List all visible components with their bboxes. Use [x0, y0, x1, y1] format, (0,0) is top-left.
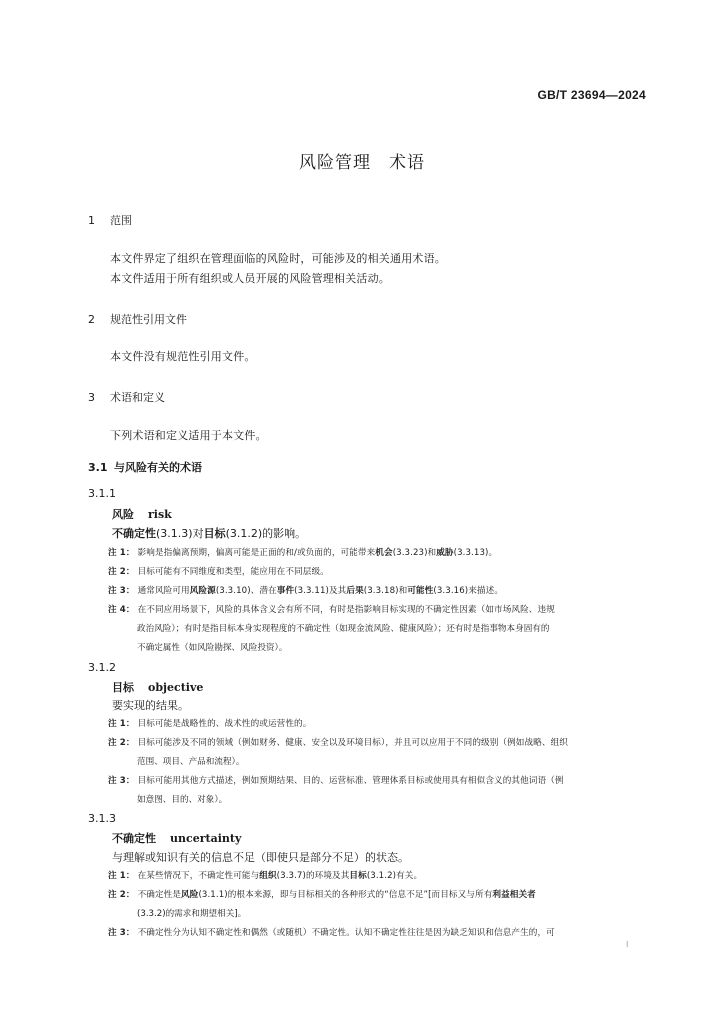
term-ref: 风险 [181, 890, 199, 900]
section-title: 与风险有关的术语 [114, 461, 202, 474]
term-ref: 威胁 [436, 548, 454, 558]
term-definition: 要实现的结果。 [112, 699, 189, 712]
section-heading-2 [88, 311, 187, 327]
note-continuation: 政治风险）；有时是指目标本身实现程度的不确定性（如现金流风险、健康风险）；还有时是指事物本身固有的 [137, 624, 550, 634]
note-continuation: 如意图、目的、对象）。 [137, 795, 228, 805]
document-title: 风险管理 术语 [299, 153, 425, 173]
note [108, 717, 311, 729]
subsection-heading [88, 459, 202, 475]
note-text: (3.3.13)。 [453, 548, 498, 558]
term-heading [112, 679, 203, 695]
term-definition [112, 525, 306, 541]
note-text: 目标可能用其他方式描述，例如预期结果、目的、运营标准、管理体系目标或使用具有相似含义的其他词语（例 [137, 776, 564, 786]
note-text: 在不同应用场景下，风险的具体含义会有所不同，有时是指影响目标实现的不确定性因素（如市场风险、违规 [137, 605, 555, 615]
term-ref: 事件 [276, 586, 295, 596]
note-text: (3.1.1)的根本来源，即与目标相关的各种形式的“信息不足”[而目标又与所有 [198, 890, 493, 900]
note-text: 在某些情况下，不确定性可能与 [137, 871, 260, 881]
section-heading-1 [88, 212, 132, 228]
note [108, 774, 564, 786]
section-title: 范围 [110, 214, 132, 227]
term-en: uncertainty [170, 832, 242, 845]
note [108, 869, 422, 881]
note-text: 不确定性是 [137, 890, 182, 900]
note-label: 注 1： [108, 871, 135, 881]
term-number: 3.1.3 [88, 812, 116, 825]
note [108, 565, 329, 577]
note-label: 注 1： [108, 719, 135, 729]
term-heading [112, 506, 172, 522]
standard-number: GB/T 23694—2024 [537, 88, 646, 102]
ref-text: (3.1.2)的影响。 [225, 527, 307, 540]
note-text: (3.3.7)的环境及其 [276, 871, 350, 881]
note-text: (3.3.11)及其 [294, 586, 347, 596]
note [108, 888, 536, 900]
term-en: objective [148, 681, 204, 694]
note-text: (3.3.23)和 [392, 548, 437, 558]
note-text: 不确定性分为认知不确定性和偶然（或随机）不确定性。认知不确定性往往是因为缺乏知识和信息产生的，可 [137, 928, 555, 938]
term-number: 3.1.1 [88, 487, 116, 500]
paragraph: 下列术语和定义适用于本文件。 [110, 429, 267, 442]
ref-text: (3.1.3)对 [156, 527, 204, 540]
note-continuation: (3.3.2)的需求和期望相关]。 [137, 909, 247, 919]
section-number: 3.1 [88, 461, 108, 474]
note [108, 603, 555, 615]
note-text: (3.3.10)、潜在 [215, 586, 277, 596]
page-number: I [626, 940, 629, 949]
term-ref: 风险源 [189, 586, 216, 596]
note-text: (3.3.16)来描述。 [433, 586, 504, 596]
section-number: 1 [88, 214, 95, 227]
note-text: 目标可能是战略性的、战术性的或运营性的。 [137, 719, 312, 729]
section-title: 规范性引用文件 [110, 313, 187, 326]
section-number: 3 [88, 391, 95, 404]
note [108, 926, 555, 938]
term-ref: 组织 [259, 871, 277, 881]
note-label: 注 3： [108, 928, 135, 938]
term-ref: 目标 [349, 871, 367, 881]
note-text: (3.3.18)和 [363, 586, 408, 596]
section-number: 2 [88, 313, 95, 326]
note-continuation: 范围、项目、产品和流程）。 [137, 757, 245, 767]
note-text: (3.1.2)有关。 [366, 871, 423, 881]
note-label: 注 2： [108, 738, 135, 748]
term-number: 3.1.2 [88, 661, 116, 674]
note-text: 目标可能涉及不同的领域（例如财务、健康、安全以及环境目标），并且可以应用于不同的级别（例如战略、组织 [137, 738, 568, 748]
term-ref: 可能性 [407, 586, 434, 596]
note-text: 通常风险可用 [137, 586, 190, 596]
section-heading-3 [88, 389, 165, 405]
note-label: 注 3： [108, 586, 135, 596]
note-text: 影响是指偏离预期，偏离可能是正面的和/或负面的，可能带来 [137, 548, 376, 558]
paragraph: 本文件界定了组织在管理面临的风险时，可能涉及的相关通用术语。 [110, 252, 446, 265]
note-text: 目标可能有不同维度和类型，能应用在不同层级。 [137, 567, 329, 577]
term-ref: 不确定性 [112, 527, 156, 540]
note-label: 注 2： [108, 567, 135, 577]
term-definition: 与理解或知识有关的信息不足（即使只是部分不足）的状态。 [112, 851, 409, 864]
section-title: 术语和定义 [110, 391, 165, 404]
term-ref: 机会 [375, 548, 393, 558]
term-ref: 利益相关者 [492, 890, 536, 900]
term-zh: 风险 [112, 508, 134, 521]
term-ref: 后果 [346, 586, 364, 596]
note [108, 584, 503, 596]
note-continuation: 不确定属性（如风险勘探、风险投资）。 [137, 643, 288, 653]
note-label: 注 1： [108, 548, 135, 558]
note-label: 注 3： [108, 776, 135, 786]
paragraph: 本文件没有规范性引用文件。 [110, 350, 256, 363]
term-ref: 目标 [203, 527, 226, 540]
paragraph: 本文件适用于所有组织或人员开展的风险管理相关活动。 [110, 272, 390, 285]
note [108, 736, 568, 748]
note [108, 546, 497, 558]
note-label: 注 4： [108, 605, 135, 615]
term-en: risk [148, 508, 172, 521]
term-zh: 目标 [112, 681, 134, 694]
note-label: 注 2： [108, 890, 135, 900]
term-zh: 不确定性 [112, 832, 156, 845]
term-heading [112, 830, 241, 846]
